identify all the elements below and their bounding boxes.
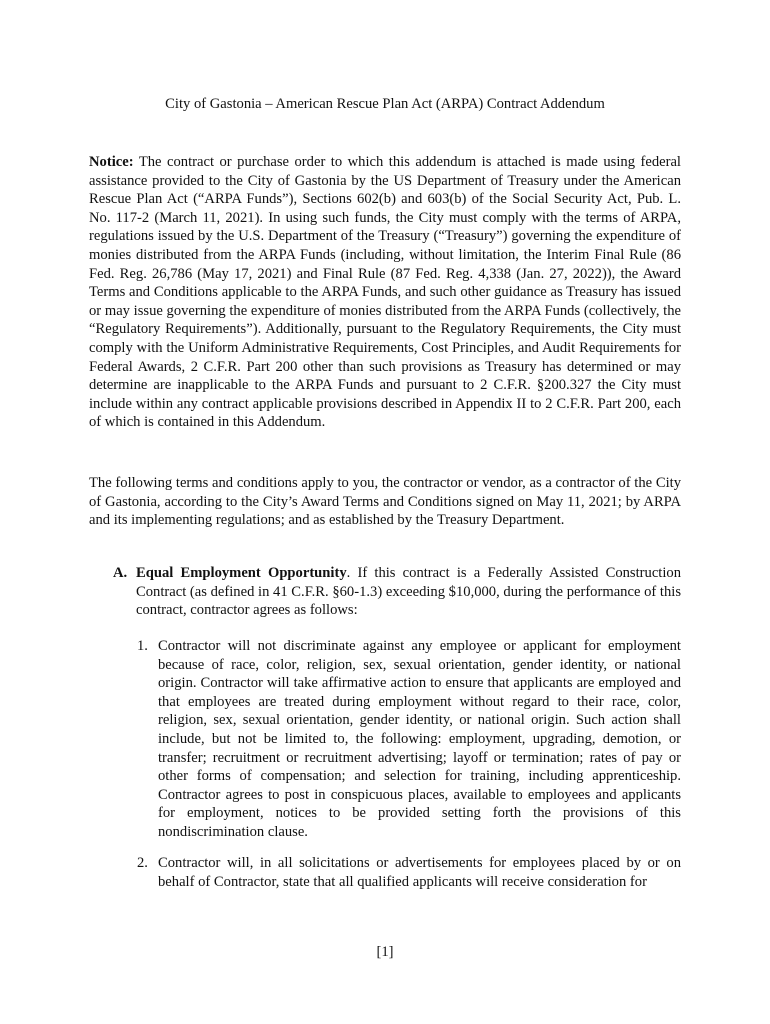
section-label: A. — [113, 565, 128, 581]
section-equal-employment — [113, 564, 681, 620]
document-title: City of Gastonia – American Rescue Plan Act (ARPA) Contract Addendum — [165, 96, 605, 112]
list-item — [137, 637, 681, 842]
list-item-number: 2. — [137, 855, 148, 871]
list-item — [137, 854, 681, 891]
section-body — [136, 564, 681, 620]
terms-paragraph: The following terms and conditions apply to you, the contractor or vendor, as a contractor of the City of Gastonia, according to the City’s Award Terms and Conditions signed on May 11, 2021; by ARPA and its implementing regulations; and as established by the Treasury Department. — [89, 475, 681, 529]
page-number: [1] — [376, 944, 394, 960]
list-item-text: Contractor will not discriminate against any employee or applicant for employment because of race, color, religion, sex, sexual orientation, gender identity, or national origin. Contractor will take affirmative action to ensure that applicants are employed and that employees are treated during employment without regard to their race, color, religion, sex, sexual orientation, gender identity, or national origin. Such action shall include, but not be limited to, the following: employment, upgrading, demotion, or transfer; recruitment or recruitment advertising; layoff or termination; rates of pay or other forms of compensation; and selection for training, including apprenticeship. Contractor agrees to post in conspicuous places, available to employees and applicants for employment, notices to be provided setting forth the provisions of this nondiscrimination clause. — [158, 638, 681, 840]
list-item-number: 1. — [137, 638, 148, 654]
notice-label: Notice: — [89, 154, 134, 170]
notice-paragraph — [89, 153, 681, 432]
section-heading: Equal Employment Opportunity — [136, 565, 347, 581]
section-text: . If this contract is a Federally Assisted Construction Contract (as defined in 41 C.F.R. §60-1.3) exceeding $10,000, during the performance of this contract, contractor agrees as follows: — [136, 565, 682, 619]
notice-text: The contract or purchase order to which this addendum is attached is made using federal assistance provided to the City of Gastonia by the US Department of Treasury under the American Rescue Plan Act (“ARPA Funds”), Sections 602(b) and 603(b) of the Social Security Act, Pub. L. No. 117-2 (March 11, 2021). In using such funds, the City must comply with the terms of ARPA, regulations issued by the U.S. Department of the Treasury (“Treasury”) governing the expenditure of monies distributed from the ARPA Funds (including, without limitation, the Interim Final Rule (86 Fed. Reg. 26,786 (May 17, 2021) and Final Rule (87 Fed. Reg. 4,338 (Jan. 27, 2022)), the Award Terms and Conditions applicable to the ARPA Funds, and such other guidance as Treasury has issued or may issue governing the expenditure of monies distributed from the ARPA Funds (collectively, the “Regulatory Requirements”). Additionally, pursuant to the Regulatory Requirements, the City must comply with the Uniform Administrative Requirements, Cost Principles, and Audit Requirements for Federal Awards, 2 C.F.R. Part 200 other than such provisions as Treasury has determined or may determine are inapplicable to the ARPA Funds and pursuant to 2 C.F.R. §200.327 the City must include within any contract applicable provisions described in Appendix II to 2 C.F.R. Part 200, each of which is contained in this Addendum. — [89, 154, 681, 431]
list-item-text: Contractor will, in all solicitations or advertisements for employees placed by or on behalf of Contractor, state that all qualified applicants will receive consideration for — [158, 855, 681, 890]
